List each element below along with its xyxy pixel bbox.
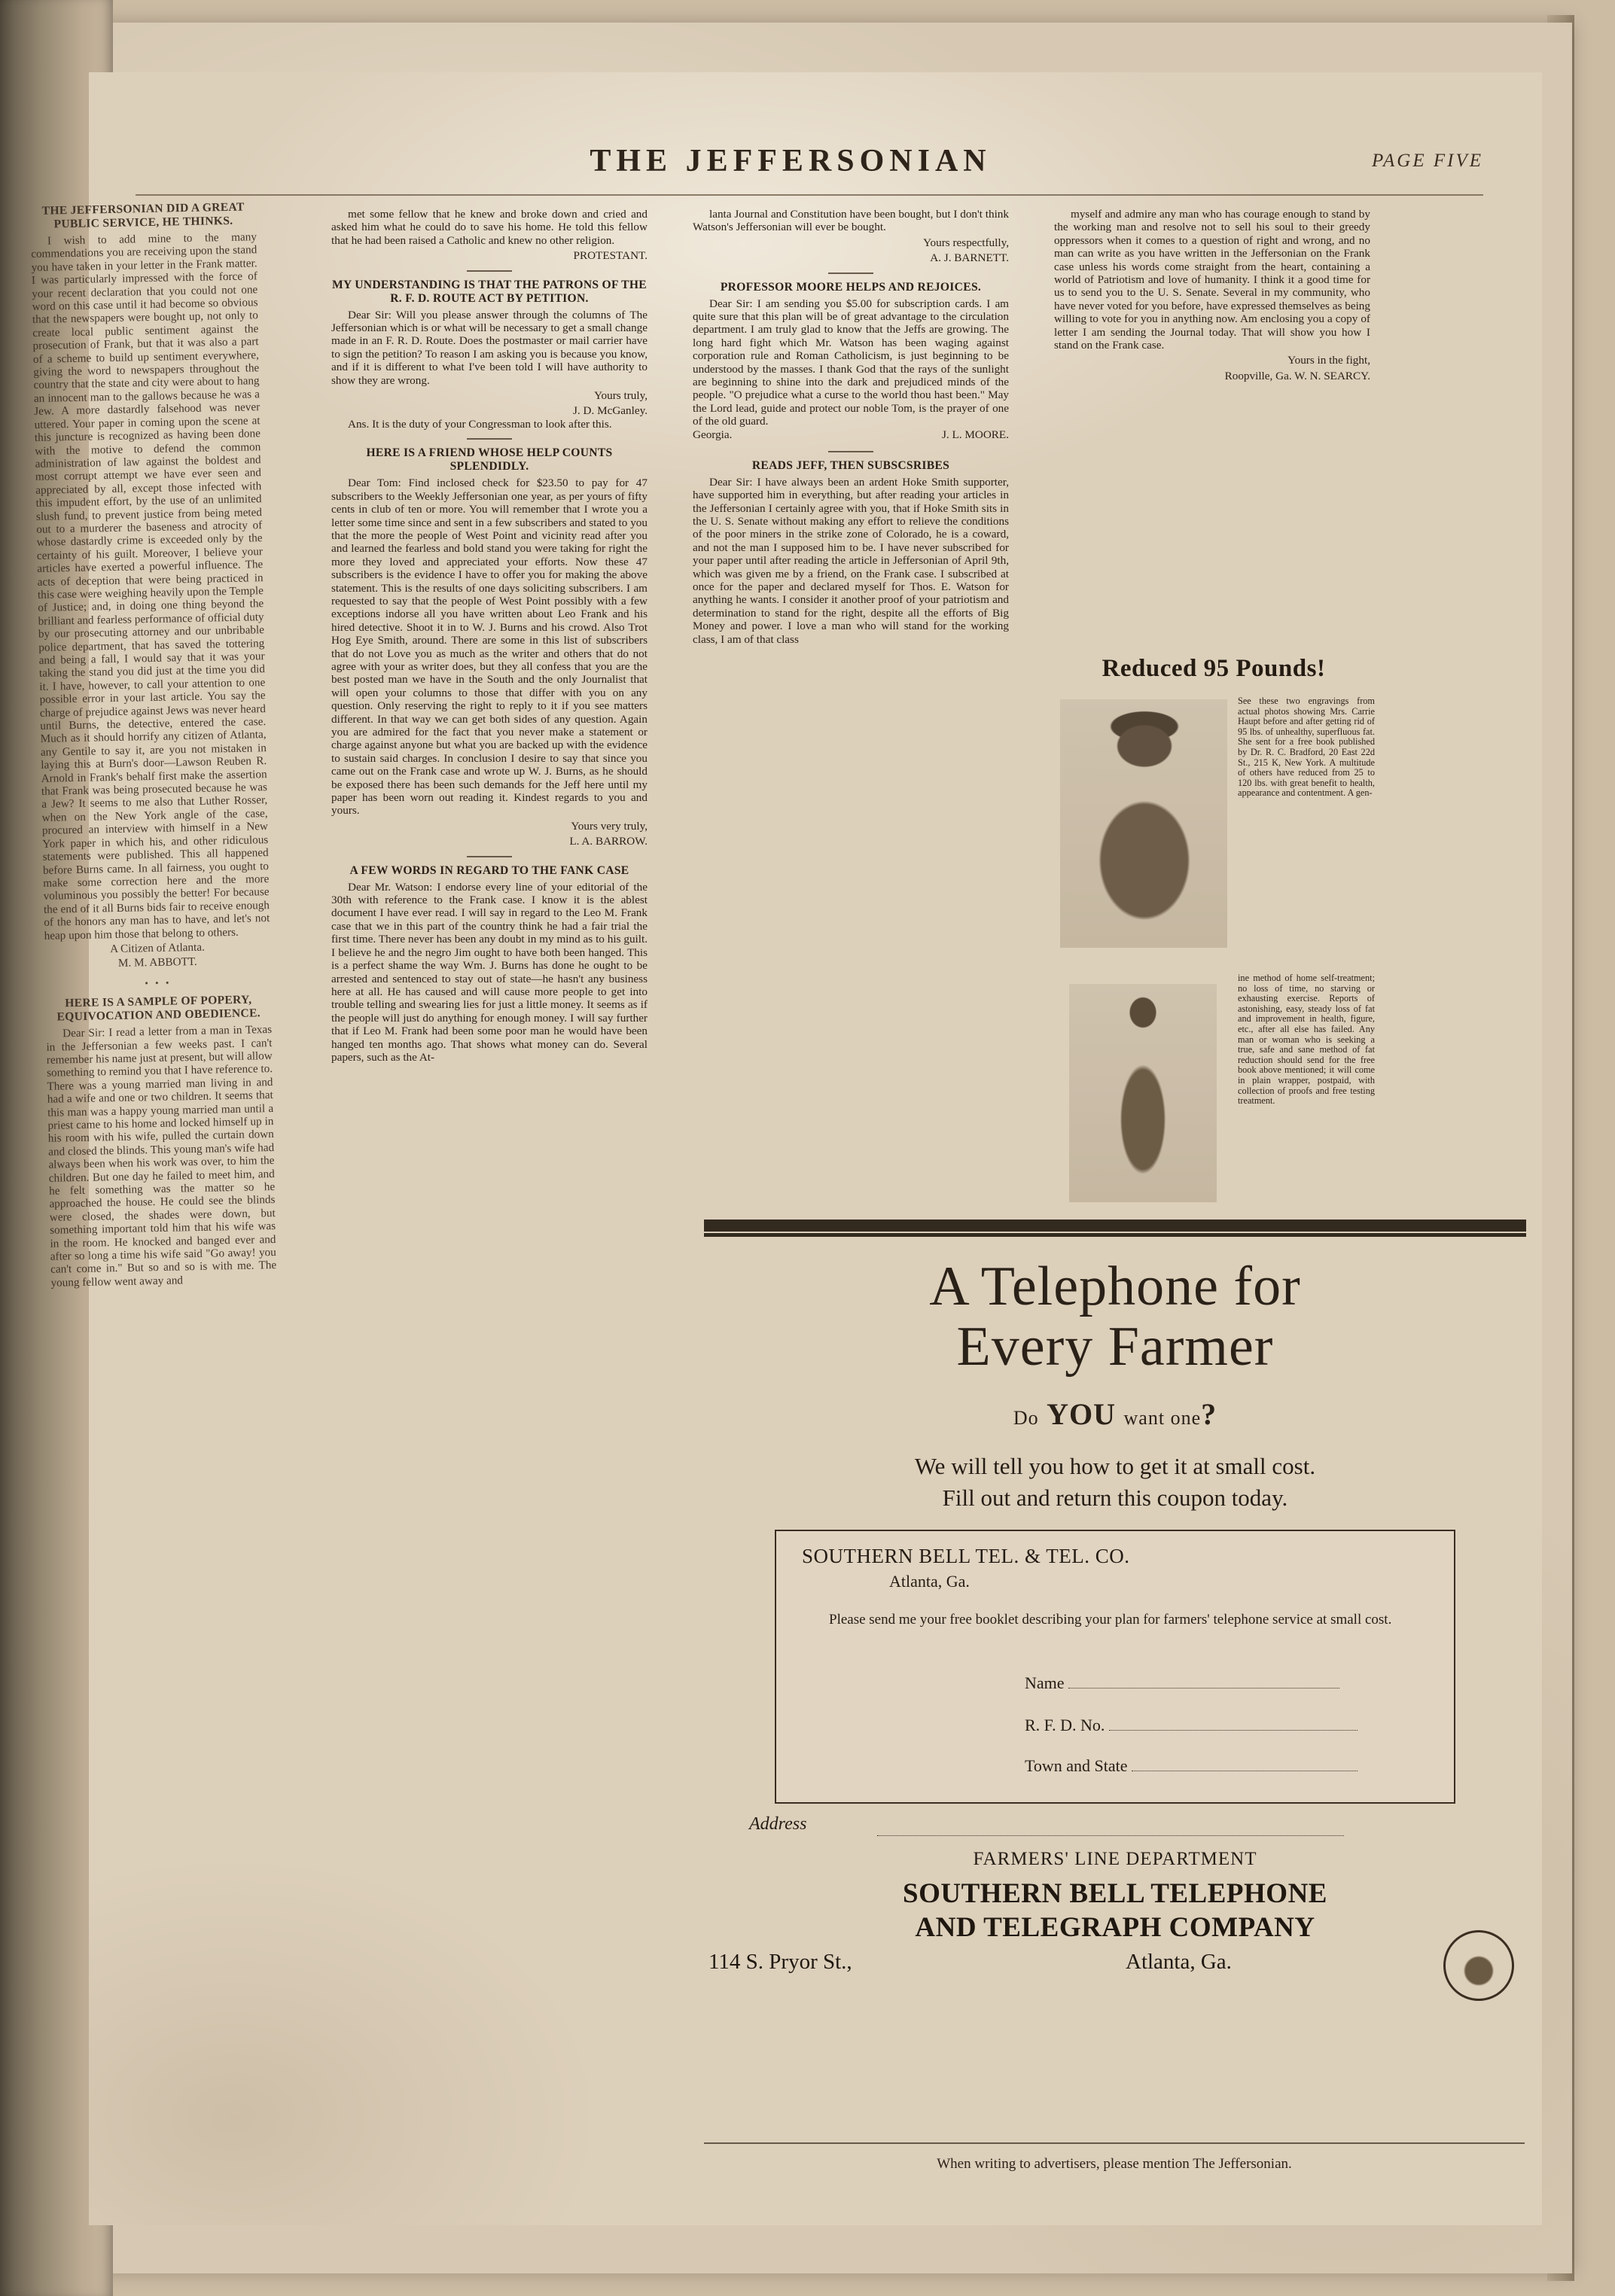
- article-heading: A FEW WORDS IN REGARD TO THE FANK CASE: [349, 863, 629, 877]
- article-body: Dear Tom: Find inclosed check for $23.50 to pay for 47 subscribers to the Weekly Jeffersonian one year, as per yours of fifty cents in club of ten or more. You will remember that I wrote you a letter some time since and sent in a few subscribers and stated to you that the more the people of West Point and vicinity read after you and learned the fearless and bold stand you were taking for right the more they loved and appreciated your efforts. Now these 47 subscribers is the evidence I have to offer you for making the above statement. This is the results of one days soliciting subscribers. I am requested to say that the people of West Point possibly with a few exceptions indorse all you have written about Leo Frank and his hired detective. Shoot it in to W. J. Burns and his crowd. Also Trot Hog Eye Smith, around. There are some in this list of subscribers that do not Love you as much as the writer and others that do not agree with your as writer does, but they all confess that you are the best posted man we have in the South and the only Journalist that will open your columns to those that differ with you on any question. Only reserving the right to reply to it if you see matters different. In that way we can get both sides of any question. Again you are admired for the fact that you never make a statement or charge against anyone but what you are backed up with the evidence to sustain said charges. In conclusion I desire to say that since you came out on the Frank case and wrote up W. J. Burns, as he should be exposed there has been such demands for the Jeff here until my paper has been worn out reading it. Kindest regards to you and yours.: [331, 477, 648, 818]
- masthead: [120, 143, 1528, 188]
- article-body: I wish to add mine to the many commendations you are receiving upon the stand you have taken in your letter in the Frank matter. I was particularly impressed with the force of your recent declaration that you could not one word on this case until it had become so obvious that the newspapers were bought up, not only to create local public sentiment against the prosecution of Frank, but that it was also a part of a scheme to build up sentiment everywhere, giving the word to newspapers throughout the country that the state and city were about to hang an innocent man to the gallows because he was a Jew. A more dastardly falsehood was never uttered. Your paper in coming upon the scene at this juncture is recognized as having been done with the motive to defend the common administration of law against the boldest and most corrupt attempt we have ever seen and appreciated by all, except those infected with this impudent effort, by the use of an unlimited slush fund, to prevent justice from being meted out to a murderer the baseness and atrocity of whose dastardly crime is exceeded only by the certainty of his guilt. Moreover, I believe your articles have exerted a powerful influence. The acts of deception that were being practiced in this case were weighing heavily upon the Temple of Justice; and, in doing one thing beyond the brilliant and fearless performance of official duty by our prosecuting attorney and our unbribable police department, that has saved the tottering and being a fall, I would say that it was your taking the stand you did just at the time you did it. I have, however, to call your attention to one possible error in your last article. You say the charge of prejudice against Jews was never heard until Burns, the detective, entered the case. Much as it should horrify any citizen of Atlanta, any Gentile to say it, are you not mistaken in laying this at Burn's door—Lawson Reuben R. Arnold in Frank's behalf first make the assertion that Frank was being prosecuted because he was a Jew? It seems to me also that Luther Rosser, when on the New York angle of the case, procured an interview with himself in a New York paper in which his, and other ridiculous statements were published. This all happened before Burns came. In all fairness, you ought to make some correction here and the more voluminous you possibly the better! For because the end of it all Burns bids fair to receive enough of the honors any man has to have, and let's not heap upon him those that belong to others.: [31, 230, 270, 942]
- article-signature: Yours in the fight,: [1287, 354, 1370, 367]
- advertiser-name-line1: SOUTHERN BELL TELEPHONE: [903, 1878, 1327, 1909]
- article-body: Dear Sir: I am sending you $5.00 for subscription cards. I am quite sure that this plan will be of great advantage to the circulation department. I am truly glad to know that the Jeffs are growing. The long hard fight which Mr. Watson has been waging against corporation rule and Roman Catholicism, is just beginning to be understood by the masses. I thank God that the rays of the sunlight are beginning to shine into the dark and prejudiced minds of the people. "O prejudice what a curse to the world thou hast been." May the Lord lead, guide and protect our noble Tom, is the prayer of one of the old guard.: [693, 297, 1009, 428]
- article-signature: Yours respectfully,: [923, 236, 1009, 249]
- article-signature-name: J. L. MOORE.: [941, 428, 1009, 441]
- article-body: Dear Sir: I read a letter from a man in Texas in the Jeffersonian a few weeks past. I can't remember his name just at present, but will allow something to remind you that I have reference to. There was a young married man living in and had a wife and one or two children. It seems that this man was a happy young married man until a priest came to his home and locked himself up in his room with his wife, pulled the curtain down and closed the blinds. This young man's wife had always been when his work was over, to him the children. But one day he failed to meet him, and he felt something was the matter so he approached the house. He could see the blinds were closed, the shades were down, but something important told him that his wife was in the room. He knocked and banged ever and after so long a time his wife said "Go away! you can't come in." But so and so is with me. The young fellow went away and: [46, 1023, 277, 1290]
- section-divider: • • •: [145, 976, 172, 989]
- address-label: Address: [749, 1814, 807, 1834]
- coupon-name-input[interactable]: [1068, 1673, 1339, 1689]
- bell-logo-icon: [1443, 1930, 1514, 2001]
- ad-top-rule-thin: [704, 1233, 1526, 1237]
- address-input[interactable]: [877, 1835, 1344, 1836]
- article-body: myself and admire any man who has courage enough to stand by the working man and resolve not to sell his soul to their greedy oppressors when it comes to a question of right and wrong, and no man can write as you have written in the Jeffersonian on the Frank case unless his words come straight from the heart, containing a world of Patriotism and love of humanity. I think it a good time for us to send you to the U. S. Senate. Several in my community, who have never voted for you before, have expressed themselves as being willing to vote for you in anything now. Am enclosing you a copy of letter I am sending the Journal today. That will show you how I stand on the Frank case.: [1054, 208, 1370, 352]
- article-heading: HERE IS A SAMPLE OF POPERY, EQUIVOCATION AND OBEDIENCE.: [56, 993, 261, 1024]
- column-three: [1054, 208, 1370, 629]
- article-signature: Yours very truly,: [571, 819, 648, 833]
- advertiser-address-row: [704, 1950, 1526, 1983]
- coupon-rfd-label: R. F. D. No.: [1025, 1716, 1105, 1734]
- coupon-name-row[interactable]: [1025, 1673, 1339, 1693]
- article-continuation: lanta Journal and Constitution have been bought, but I don't think Watson's Jeffersonian will ever be bought.: [693, 208, 1009, 234]
- editor-answer: Ans. It is the duty of your Congressman to look after this.: [348, 417, 612, 431]
- page-number-label: PAGE FIVE: [1371, 151, 1483, 171]
- article-body: Dear Sir: Will you please answer through the columns of The Jeffersonian which is or what will be necessary to get a small change made in an F. R. D. Route. Does the postmaster or mail carrier have to sign the petition? To reason I am asking you is because you know, and if it is different to what I've been told I will have authority to show they are wrong.: [331, 308, 648, 387]
- ad-headline: Reduced 95 Pounds!: [1102, 655, 1326, 682]
- article-signature-place: Georgia.: [693, 428, 733, 441]
- ad-headline-line1: A Telephone for: [929, 1256, 1301, 1317]
- divider: [467, 856, 512, 857]
- article-signature-name: Roopville, Ga. W. N. SEARCY.: [1224, 369, 1370, 382]
- coupon-town-label: Town and State: [1025, 1756, 1128, 1775]
- advertiser-street: 114 S. Pryor St.,: [708, 1950, 852, 1974]
- article-heading: THE JEFFERSONIAN DID A GREAT PUBLIC SERVICE, HE THINKS.: [41, 200, 245, 231]
- department-label: FARMERS' LINE DEPARTMENT: [973, 1849, 1257, 1869]
- coupon-town-input[interactable]: [1132, 1755, 1358, 1771]
- coupon-rfd-input[interactable]: [1109, 1715, 1358, 1731]
- column-edge: [30, 200, 277, 1290]
- advertiser-city: Atlanta, Ga.: [1126, 1950, 1232, 1974]
- column-two: [693, 208, 1009, 646]
- advertiser-footnote: When writing to advertisers, please mention The Jeffersonian.: [937, 2156, 1292, 2172]
- ad-caption-two: ine method of home self-treatment; no loss of time, no starving or exhausting exercise. Reports of astonishing, easy, steady loss of fat and improvement in health, figure, etc., after all else has failed. Any man or woman who is seeking a true, safe and sane method of fat reduction should send for the free book above mentioned; it will come in plain wrapper, postpaid, with collection of proofs and free testing treatment.: [1238, 973, 1375, 1107]
- article-signature-name: M. M. ABBOTT.: [117, 955, 197, 970]
- column-one: [331, 208, 648, 1064]
- ad-sub-post: want one: [1123, 1407, 1202, 1429]
- coupon-name-label: Name: [1025, 1673, 1065, 1692]
- ad-sub-question: ?: [1201, 1397, 1217, 1431]
- coupon-company: SOUTHERN BELL TEL. & TEL. CO.: [802, 1545, 1130, 1567]
- article-signature-name: A. J. BARNETT.: [930, 251, 1009, 265]
- article-heading: MY UNDERSTANDING IS THAT THE PATRONS OF THE R. F. D. ROUTE ACT BY PETITION.: [332, 278, 647, 305]
- masthead-rule: [136, 194, 1483, 196]
- ad-headline-line2: Every Farmer: [956, 1316, 1274, 1378]
- coupon-town-row[interactable]: [1025, 1755, 1358, 1776]
- article-heading: HERE IS A FRIEND WHOSE HELP COUNTS SPLENDIDLY.: [366, 446, 613, 474]
- divider: [467, 438, 512, 440]
- ad-weight-reduction[interactable]: [1053, 655, 1375, 1216]
- ad-sub-you: YOU: [1047, 1397, 1117, 1431]
- advertiser-name-line2: AND TELEGRAPH COMPANY: [915, 1912, 1315, 1943]
- article-body: Dear Sir: I have always been an ardent Hoke Smith supporter, have supported him in everything, but after reading your articles in the Jeffersonian I certainly agree with you, that if Hoke Smith sits in the U. S. Senate without making any effort to relieve the conditions of the poor miners in the strike zone of Colorado, he is a coward, and not the man I supposed him to be. I have never subscribed for your paper until after reading the article in Jeffersonian of April 9th, which was given me by a friend, on the Frank case. I subscribed at once for the paper and declared myself for Thos. E. Watson for anything he wants. I consider it another proof of your patriotism and determination to stand for the right, despite all the efforts of Big Money and power. I love a man who will stand for the working class, I am of that class: [693, 475, 1009, 646]
- ad-sub-pre: Do: [1013, 1407, 1039, 1429]
- ad-telephone[interactable]: [704, 1220, 1526, 2114]
- ad-pitch-line2: Fill out and return this coupon today.: [942, 1484, 1288, 1511]
- article-signature: A Citizen of Atlanta.: [109, 940, 205, 956]
- footer-rule: [704, 2142, 1525, 2144]
- article-signature-name: J. D. McGanley.: [573, 404, 648, 418]
- ad-pitch-line1: We will tell you how to get it at small cost.: [914, 1453, 1316, 1479]
- article-heading: PROFESSOR MOORE HELPS AND REJOICES.: [720, 280, 982, 294]
- ad-subheadline: [704, 1396, 1526, 1432]
- after-photo: [1069, 984, 1217, 1202]
- coupon-request-text: Please send me your free booklet describing your plan for farmers' telephone service at small cost.: [829, 1612, 1392, 1628]
- article-body: Dear Mr. Watson: I endorse every line of your editorial of the 30th with reference to the Frank case. I know it is the ablest document I have ever read. I will say in regard to the Leo M. Frank case that we in this part of the country think he had a fair trial the first time. There never has been any doubt in my mind as to his guilt. I believe he and the negro Jim ought to have both been hanged. This is a perfect shame the way Wm. J. Burns has done he ought to be arrested and sentenced to stay out of state—he hasn't any business here at all. He has caused and will cause more people to get into trouble telling and swearing lies for just a little money. It seems as if the people will just do anything for enough money. I will say further that if Leo M. Frank had been some poor man he would have been hanged ten months ago. That shows what money can do. Several papers, such as the At-: [331, 880, 648, 1064]
- ad-top-rule: [704, 1220, 1526, 1232]
- article-heading: READS JEFF, THEN SUBSCSRIBES: [751, 458, 950, 472]
- divider: [467, 270, 512, 272]
- divider: [828, 451, 873, 452]
- divider: [828, 273, 873, 274]
- coupon-rfd-row[interactable]: [1025, 1715, 1358, 1735]
- article-signature-name: L. A. BARROW.: [569, 835, 648, 848]
- coupon-city: Atlanta, Ga.: [889, 1572, 970, 1591]
- coupon-form[interactable]: [775, 1530, 1455, 1804]
- article-signature: PROTESTANT.: [573, 249, 648, 263]
- article-signature: Yours truly,: [594, 389, 648, 403]
- page-title: THE JEFFERSONIAN: [590, 144, 992, 178]
- before-photo: [1060, 699, 1227, 948]
- ad-caption-one: See these two engravings from actual photos showing Mrs. Carrie Haupt before and after getting rid of 95 lbs. of unhealthy, superfluous fat. She sent for a free book published by Dr. R. C. Bradford, 20 East 22d St., 215 K, New York. A multitude of others have reduced from 25 to 120 lbs. with great benefit to health, appearance and contentment. A gen-: [1238, 696, 1375, 799]
- article-continuation: met some fellow that he knew and broke down and cried and asked him what he could do to save his home. He told this fellow that he had been raised a Catholic and knew no other religion.: [331, 208, 648, 247]
